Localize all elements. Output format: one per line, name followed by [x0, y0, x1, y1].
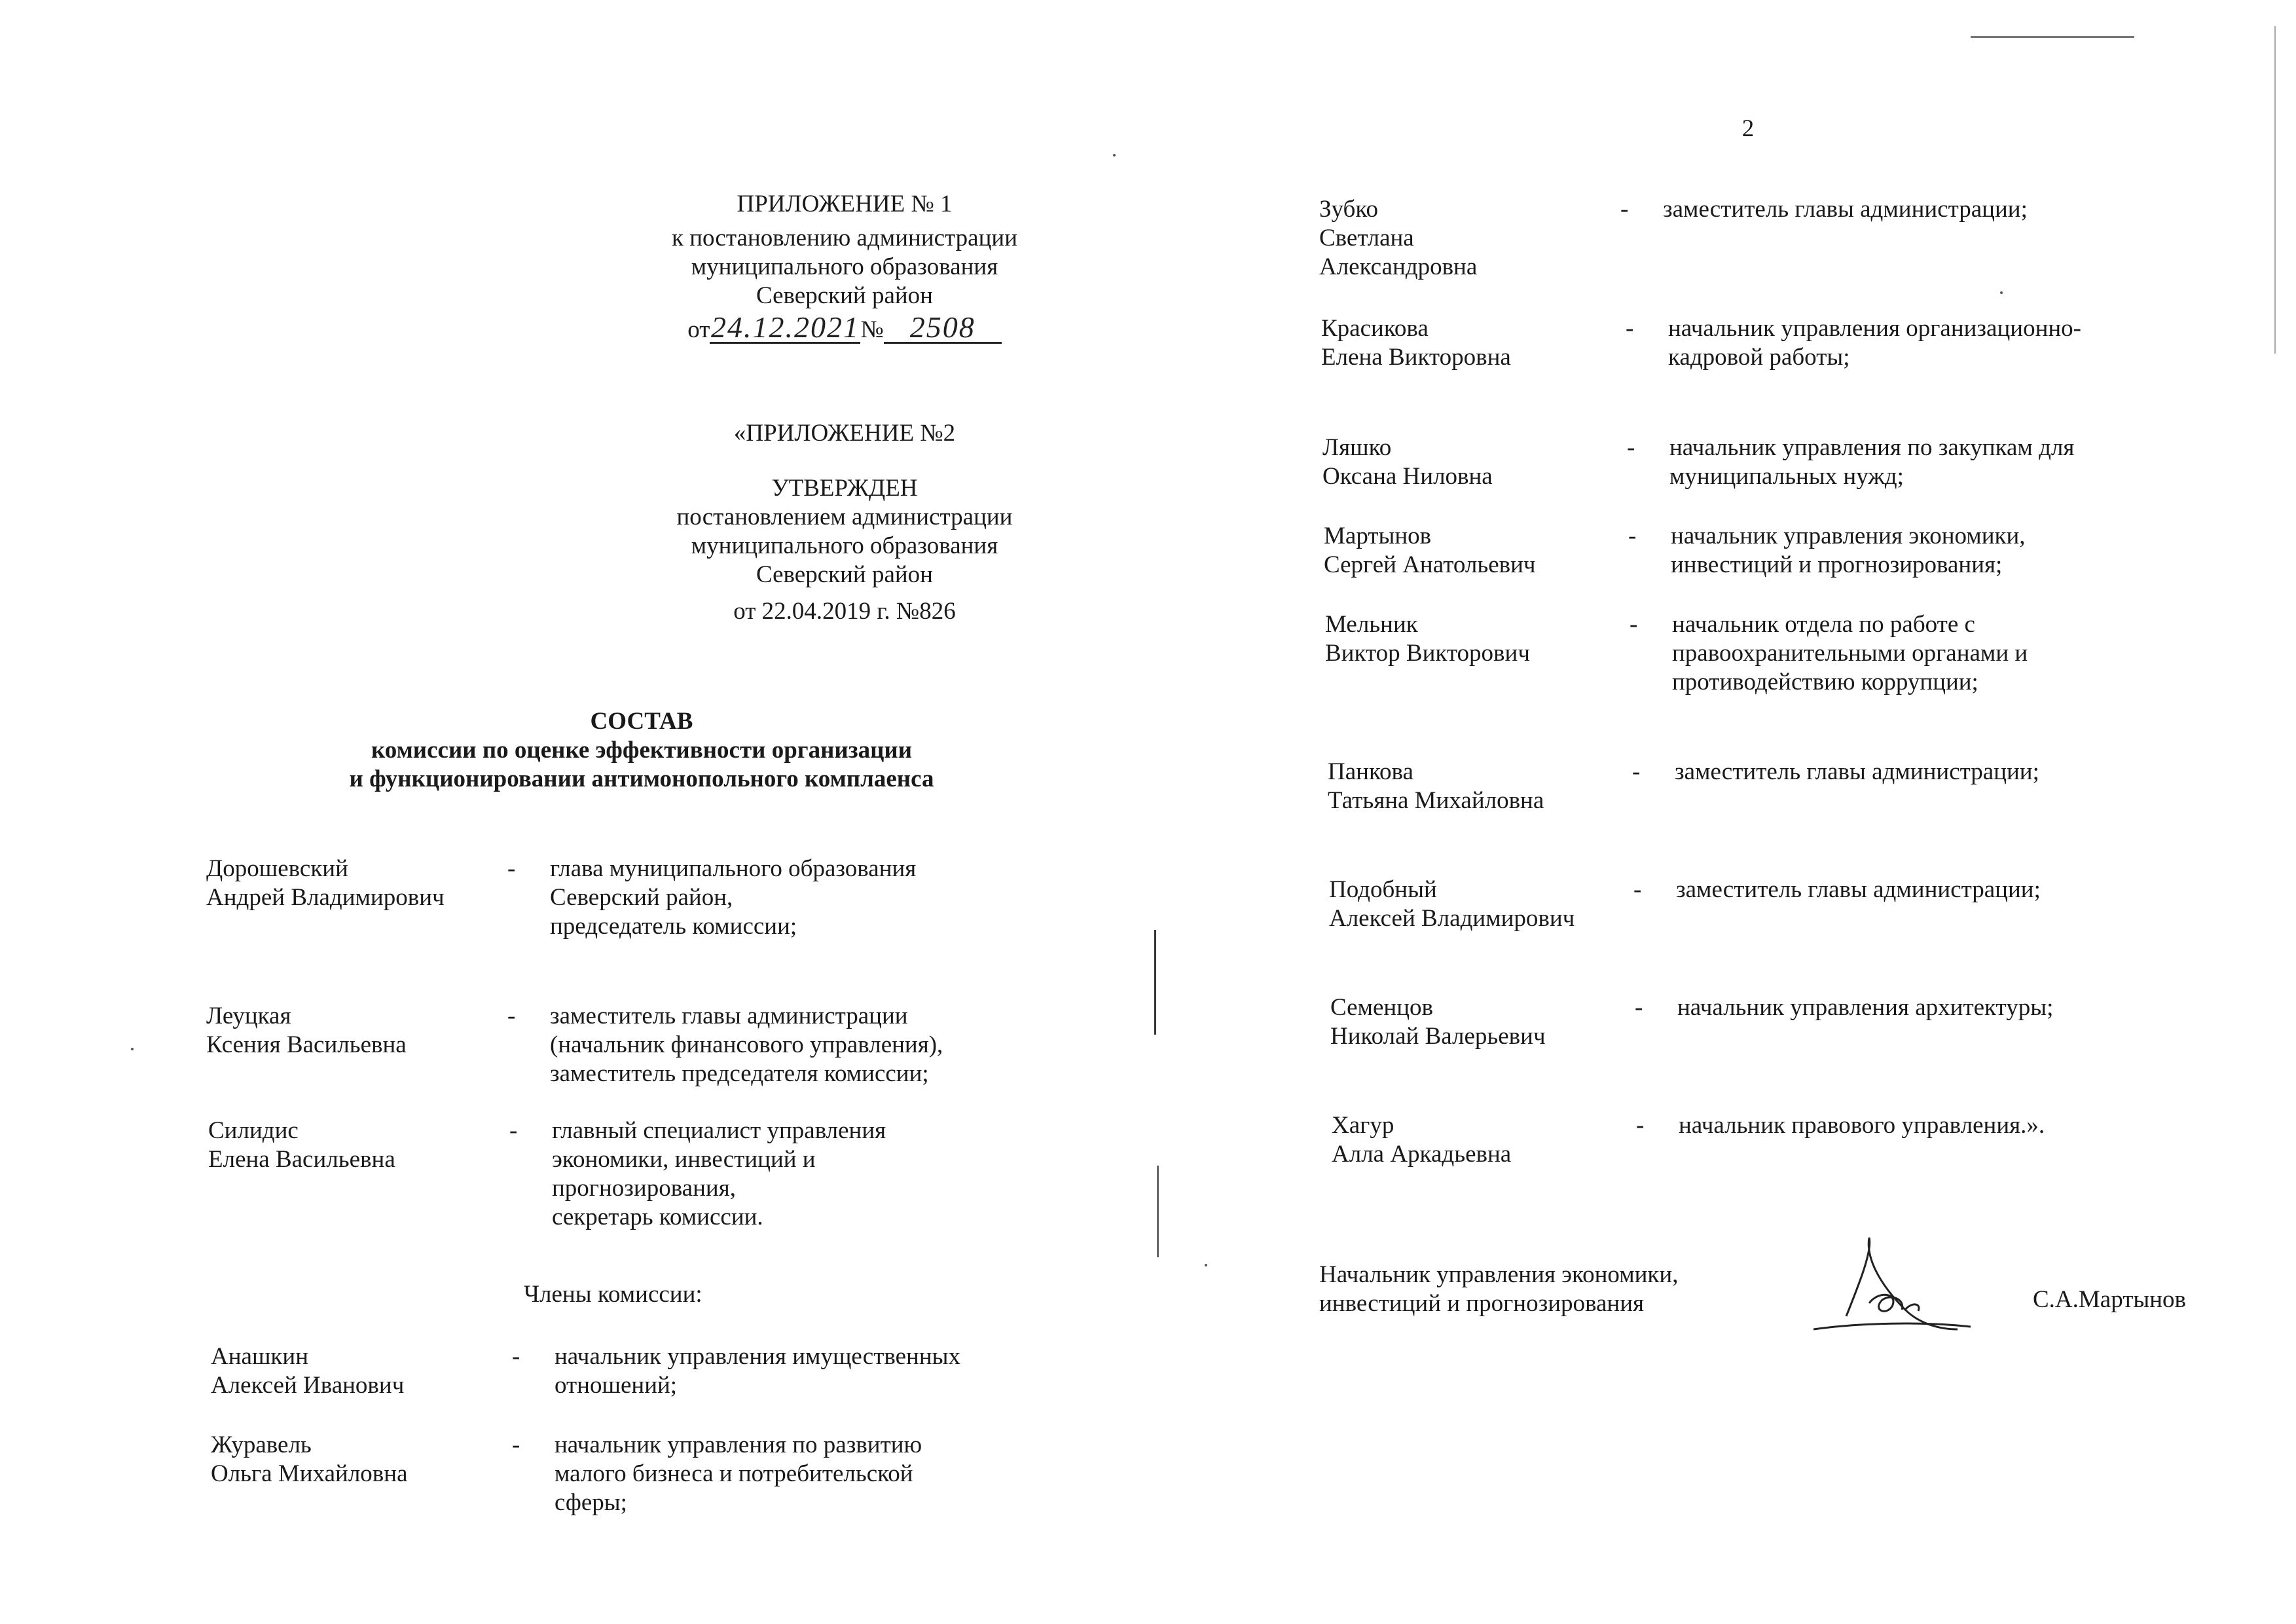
member-given: Алексей Иванович — [211, 1372, 405, 1399]
member-desc-line: начальник правового управления.». — [1679, 1112, 2045, 1139]
appendix2-line2: муниципального образования — [691, 532, 998, 559]
member-given: Оксана Ниловна — [1322, 463, 1493, 490]
member-given: Татьяна Михайловна — [1328, 787, 1544, 814]
member-surname: Журавель — [211, 1431, 312, 1458]
scan-speck — [2000, 291, 2003, 294]
member-surname: Семенцов — [1330, 994, 1433, 1021]
member-desc-line: заместитель главы администрации — [550, 1003, 908, 1029]
member-given: Сергей Анатольевич — [1324, 551, 1536, 578]
member-desc-line: заместитель главы администрации; — [1676, 876, 2041, 903]
member-dash: - — [507, 855, 516, 882]
member-given: Виктор Викторович — [1325, 640, 1530, 667]
member-desc-line: кадровой работы; — [1668, 344, 1850, 371]
member-given: Ксения Васильевна — [206, 1031, 407, 1058]
member-given: Алексей Владимирович — [1329, 905, 1575, 932]
appendix2-line1: постановлением администрации — [676, 504, 1013, 530]
signatory-position-line2: инвестиций и прогнозирования — [1319, 1290, 1645, 1317]
handwritten-number: 2508 — [884, 313, 1002, 344]
scan-line-mark — [1157, 1166, 1159, 1257]
member-given: Алла Аркадьевна — [1332, 1141, 1512, 1168]
scan-speck — [1205, 1264, 1207, 1266]
member-desc-line: начальник отдела по работе с — [1672, 611, 1975, 638]
signatory-position-line1: Начальник управления экономики, — [1319, 1261, 1679, 1288]
signature-icon — [1807, 1231, 1990, 1336]
scan-line-mark — [1971, 36, 2134, 38]
member-given: Елена Васильевна — [208, 1146, 395, 1173]
members-label: Члены комиссии: — [524, 1281, 702, 1308]
scan-line-mark — [2274, 26, 2276, 354]
member-desc-line: главный специалист управления — [552, 1117, 886, 1144]
member-desc-line: начальник управления по закупкам для — [1669, 434, 2075, 461]
member-desc-line: начальник управления организационно- — [1668, 315, 2081, 342]
composition-subtitle2: и функционировании антимонопольного комплаенса — [349, 766, 934, 792]
member-given: Ольга Михайловна — [211, 1460, 408, 1487]
member-desc-line: противодействию коррупции; — [1672, 669, 1978, 695]
composition-subtitle1: комиссии по оценке эффективности организации — [371, 737, 913, 764]
signatory-position — [1319, 1261, 1678, 1318]
page-number: 2 — [1741, 115, 1755, 142]
member-surname: Панкова — [1328, 758, 1413, 785]
member-desc-line: отношений; — [555, 1372, 678, 1399]
member-surname: Дорошевский — [206, 855, 348, 882]
appendix1-title: ПРИЛОЖЕНИЕ № 1 — [737, 191, 953, 217]
member-dash: - — [509, 1117, 518, 1144]
member-desc-line: Северский район, — [550, 884, 733, 911]
member-surname: Мартынов — [1324, 523, 1432, 549]
member-desc-line: начальник управления экономики, — [1671, 523, 2026, 549]
appendix2-title: «ПРИЛОЖЕНИЕ №2 — [733, 420, 956, 447]
composition-title: СОСТАВ — [590, 708, 693, 735]
member-desc-line: заместитель главы администрации; — [1675, 758, 2039, 785]
appendix1-date-line — [576, 310, 1113, 344]
member-desc-line: инвестиций и прогнозирования; — [1671, 551, 2003, 578]
appendix2-line4: от 22.04.2019 г. №826 — [733, 598, 956, 625]
member-desc-line: правоохранительными органами и — [1672, 640, 2028, 667]
appendix1-line1: к постановлению администрации — [671, 225, 1017, 251]
member-dash: - — [1632, 758, 1641, 785]
member-dash: - — [1633, 876, 1642, 903]
member-desc-line: малого бизнеса и потребительской — [555, 1460, 913, 1487]
member-desc-line: экономики, инвестиций и — [552, 1146, 816, 1173]
member-dash: - — [1620, 196, 1629, 223]
member-desc-line: сферы; — [555, 1489, 627, 1516]
member-desc-line: секретарь комиссии. — [552, 1204, 763, 1230]
appendix1-line3: Северский район — [756, 282, 933, 309]
scan-line-mark — [1154, 930, 1156, 1035]
member-given: Елена Викторовна — [1321, 344, 1511, 371]
member-desc-line: муниципальных нужд; — [1669, 463, 1904, 490]
date-prefix: от — [687, 316, 710, 343]
appendix2-line3: Северский район — [756, 561, 933, 588]
scan-speck — [1113, 154, 1116, 157]
member-dash: - — [1627, 434, 1635, 461]
member-desc-line: начальник управления по развитию — [555, 1431, 922, 1458]
member-surname: Подобный — [1329, 876, 1437, 903]
member-surname: Зубко — [1319, 196, 1378, 223]
signatory-name: С.А.Мартынов — [2033, 1286, 2187, 1313]
member-surname: Ляшко — [1322, 434, 1392, 461]
member-surname: Красикова — [1321, 315, 1429, 342]
composition-title-block — [249, 707, 1034, 794]
member-dash: - — [1630, 611, 1638, 638]
member-surname: Анашкин — [211, 1343, 309, 1370]
number-sign: № — [860, 316, 884, 343]
member-dash: - — [507, 1003, 516, 1029]
member-dash: - — [1636, 1112, 1645, 1139]
handwritten-date: 24.12.2021 — [710, 310, 860, 344]
member-desc-line: глава муниципального образования — [550, 855, 917, 882]
member-surname: Силидис — [208, 1117, 299, 1144]
member-desc-line: начальник управления архитектуры; — [1677, 994, 2054, 1021]
member-given: Светлана — [1319, 225, 1414, 251]
member-surname: Мельник — [1325, 611, 1418, 638]
member-given2: Александровна — [1319, 253, 1478, 280]
member-desc-line: заместитель главы администрации; — [1663, 196, 2028, 223]
member-desc-line: начальник управления имущественных — [555, 1343, 961, 1370]
approved-label: УТВЕРЖДЕН — [771, 475, 918, 502]
scan-speck — [131, 1048, 134, 1050]
appendix1-line2: муниципального образования — [691, 253, 998, 280]
appendix2-header — [576, 419, 1113, 626]
member-desc-line: заместитель председателя комиссии; — [550, 1060, 929, 1087]
member-dash: - — [512, 1343, 520, 1370]
member-dash: - — [1628, 523, 1637, 549]
member-surname: Хагур — [1332, 1112, 1394, 1139]
member-desc-line: прогнозирования, — [552, 1175, 736, 1202]
member-dash: - — [1635, 994, 1643, 1021]
member-dash: - — [512, 1431, 520, 1458]
member-surname: Леуцкая — [206, 1003, 291, 1029]
member-given: Николай Валерьевич — [1330, 1023, 1546, 1050]
member-given: Андрей Владимирович — [206, 884, 445, 911]
member-dash: - — [1626, 315, 1634, 342]
member-desc-line: председатель комиссии; — [550, 913, 797, 940]
appendix1-header — [576, 190, 1113, 344]
member-desc-line: (начальник финансового управления), — [550, 1031, 943, 1058]
